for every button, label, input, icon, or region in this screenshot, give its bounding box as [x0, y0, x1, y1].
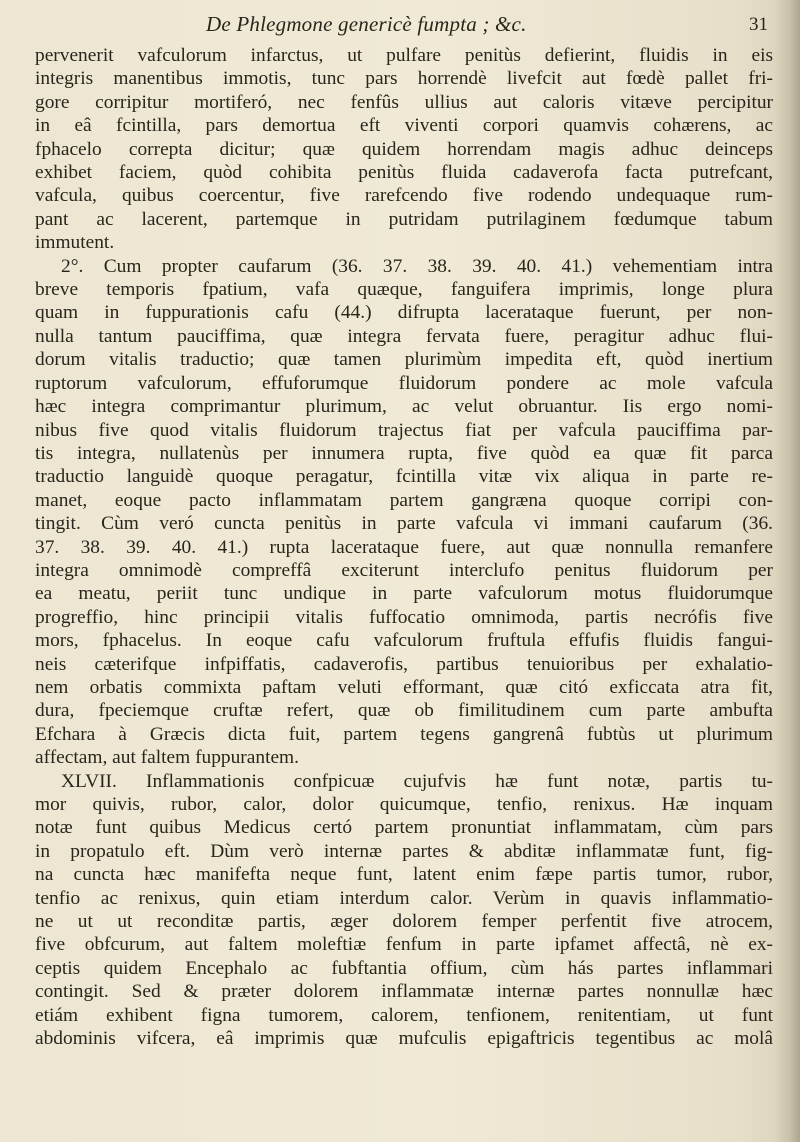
text-line: gore corripitur mortiferó, nec fenfûs ullius aut caloris vitæve percipitur [35, 91, 773, 113]
text-line: vafcula, quibus coercentur, five rarefcendo five rodendo undequaque rum- [35, 185, 773, 207]
text-line: nulla tantum pauciffima, quæ integra fervata fuere, peragitur adhuc flui- [35, 325, 773, 347]
text-line: etiám exhibent figna tumorem, calorem, tenfionem, renitentiam, ut funt [35, 1004, 773, 1026]
text-line: traductio languidè quoque peragatur, fcintilla vitæ vix aliqua in parte re- [35, 466, 773, 488]
text-line: nem orbatis commixta paftam veluti efformant, quæ citó exficcata atra fit, [35, 676, 773, 698]
text-line: integra omnimodè compreffâ exciterunt interclufo penitus fluidorum per [35, 559, 773, 581]
text-line: progreffio, hinc principii vitalis fuffocatio omnimoda, partis necrófis five [35, 606, 773, 628]
text-line: affectam, aut faltem fuppurantem. [35, 747, 299, 769]
page-edge-shadow [774, 0, 800, 1142]
text-line: tis integra, nullatenùs per innumera rupta, five quòd ea quæ fit parca [35, 442, 773, 464]
text-line: dura, fpeciemque cruftæ refert, quæ ob fimilitudinem cum parte ambufta [35, 700, 773, 722]
running-head: De Phlegmone genericè fumpta ; &c. [206, 12, 527, 36]
text-line: ruptorum vafculorum, effuforumque fluidorum pondere ac mole vafcula [35, 372, 773, 394]
text-line: tingit. Cùm veró cuncta penitùs in parte vafcula vi immani caufarum (36. [35, 513, 773, 535]
text-line: ea meatu, periit tunc undique in parte vafculorum motus fluidorumque [35, 583, 773, 605]
paragraph-start-line: XLVII. Inflammationis confpicuæ cujufvis hæ funt notæ, partis tu- [61, 770, 773, 792]
text-line: 37. 38. 39. 40. 41.) rupta lacerataque fuere, aut quæ nonnulla remanfere [35, 536, 773, 558]
text-line: fphacelo correpta dicitur; quæ quidem horrendam magis adhuc deinceps [35, 138, 773, 160]
text-line: tenfio ac renixus, quin etiam interdum calor. Verùm in quavis inflammatio- [35, 887, 773, 909]
text-line: na cuncta hæc manifefta neque funt, latent enim fæpe partis tumor, rubor, [35, 864, 773, 886]
text-line: exhibet faciem, quòd cohibita penitùs fluida cadaverofa facta putrefcant, [35, 162, 773, 184]
text-line: pervenerit vafculorum infarctus, ut pulfare penitùs defierint, fluidis in eis [35, 45, 773, 66]
page-number: 31 [749, 14, 768, 35]
text-line: manet, eoque pacto inflammatam partem gangræna quoque corripi con- [35, 489, 773, 511]
text-line: neis cæterifque infpiffatis, cadaverofis, partibus tenuioribus per exhalatio- [35, 653, 773, 675]
paragraph-start-line: 2°. Cum propter caufarum (36. 37. 38. 39. 40. 41.) vehementiam intra [61, 255, 773, 277]
text-line: ne ut ut reconditæ partis, æger dolorem femper perfentit five atrocem, [35, 911, 773, 933]
text-line: nibus five quod vitalis fluidorum trajectus fiat per vafcula pauciffima par- [35, 419, 773, 441]
text-line: pant ac lacerent, partemque in putridam putrilaginem fœdumque tabum [35, 208, 773, 230]
text-line: hæc integra comprimantur plurimum, ac velut obruantur. Iis ergo nomi- [35, 396, 773, 418]
text-line: notæ funt quibus Medicus certó partem pronuntiat inflammatam, cùm pars [35, 817, 773, 839]
body-text [35, 44, 773, 1050]
page-header [40, 12, 774, 46]
text-line: Efchara à Græcis dicta fuit, partem tegens gangrenâ fubtùs ut plurimum [35, 723, 773, 745]
text-line: dorum vitalis traductio; quæ tamen plurimùm impedita eft, quòd inertium [35, 349, 773, 371]
text-line: quam in fuppurationis cafu (44.) difrupta lacerataque fuerunt, per non- [35, 302, 773, 324]
text-line: immutent. [35, 232, 115, 254]
text-line: abdominis vifcera, eâ imprimis quæ mufculis epigaftricis tegentibus ac molâ [35, 1028, 773, 1050]
text-line: five obfcurum, aut faltem moleftiæ fenfum in parte ipfamet affectâ, nè ex- [35, 934, 773, 956]
text-line: in propatulo eft. Dùm verò internæ partes & abditæ inflammatæ funt, fig- [35, 840, 773, 862]
text-line: mor quivis, rubor, calor, dolor quicumque, tenfio, renixus. Hæ inquam [35, 794, 773, 815]
text-line: contingit. Sed & præter dolorem inflammatæ internæ partes nonnullæ hæc [35, 981, 773, 1003]
text-line: integris manentibus immotis, tunc pars horrendè livefcit aut fœdè pallet fri- [35, 68, 773, 90]
text-line: mors, fphacelus. In eoque cafu vafculorum fruftula effufis fluidis fangui- [35, 630, 773, 652]
text-line: breve temporis fpatium, vafa quæque, fanguifera imprimis, longe plura [35, 279, 773, 301]
text-line: ceptis quidem Encephalo ac fubftantia offium, cùm hás partes inflammari [35, 957, 773, 979]
text-line: in eâ fcintilla, pars demortua eft viventi corpori quamvis cohærens, ac [35, 115, 773, 137]
